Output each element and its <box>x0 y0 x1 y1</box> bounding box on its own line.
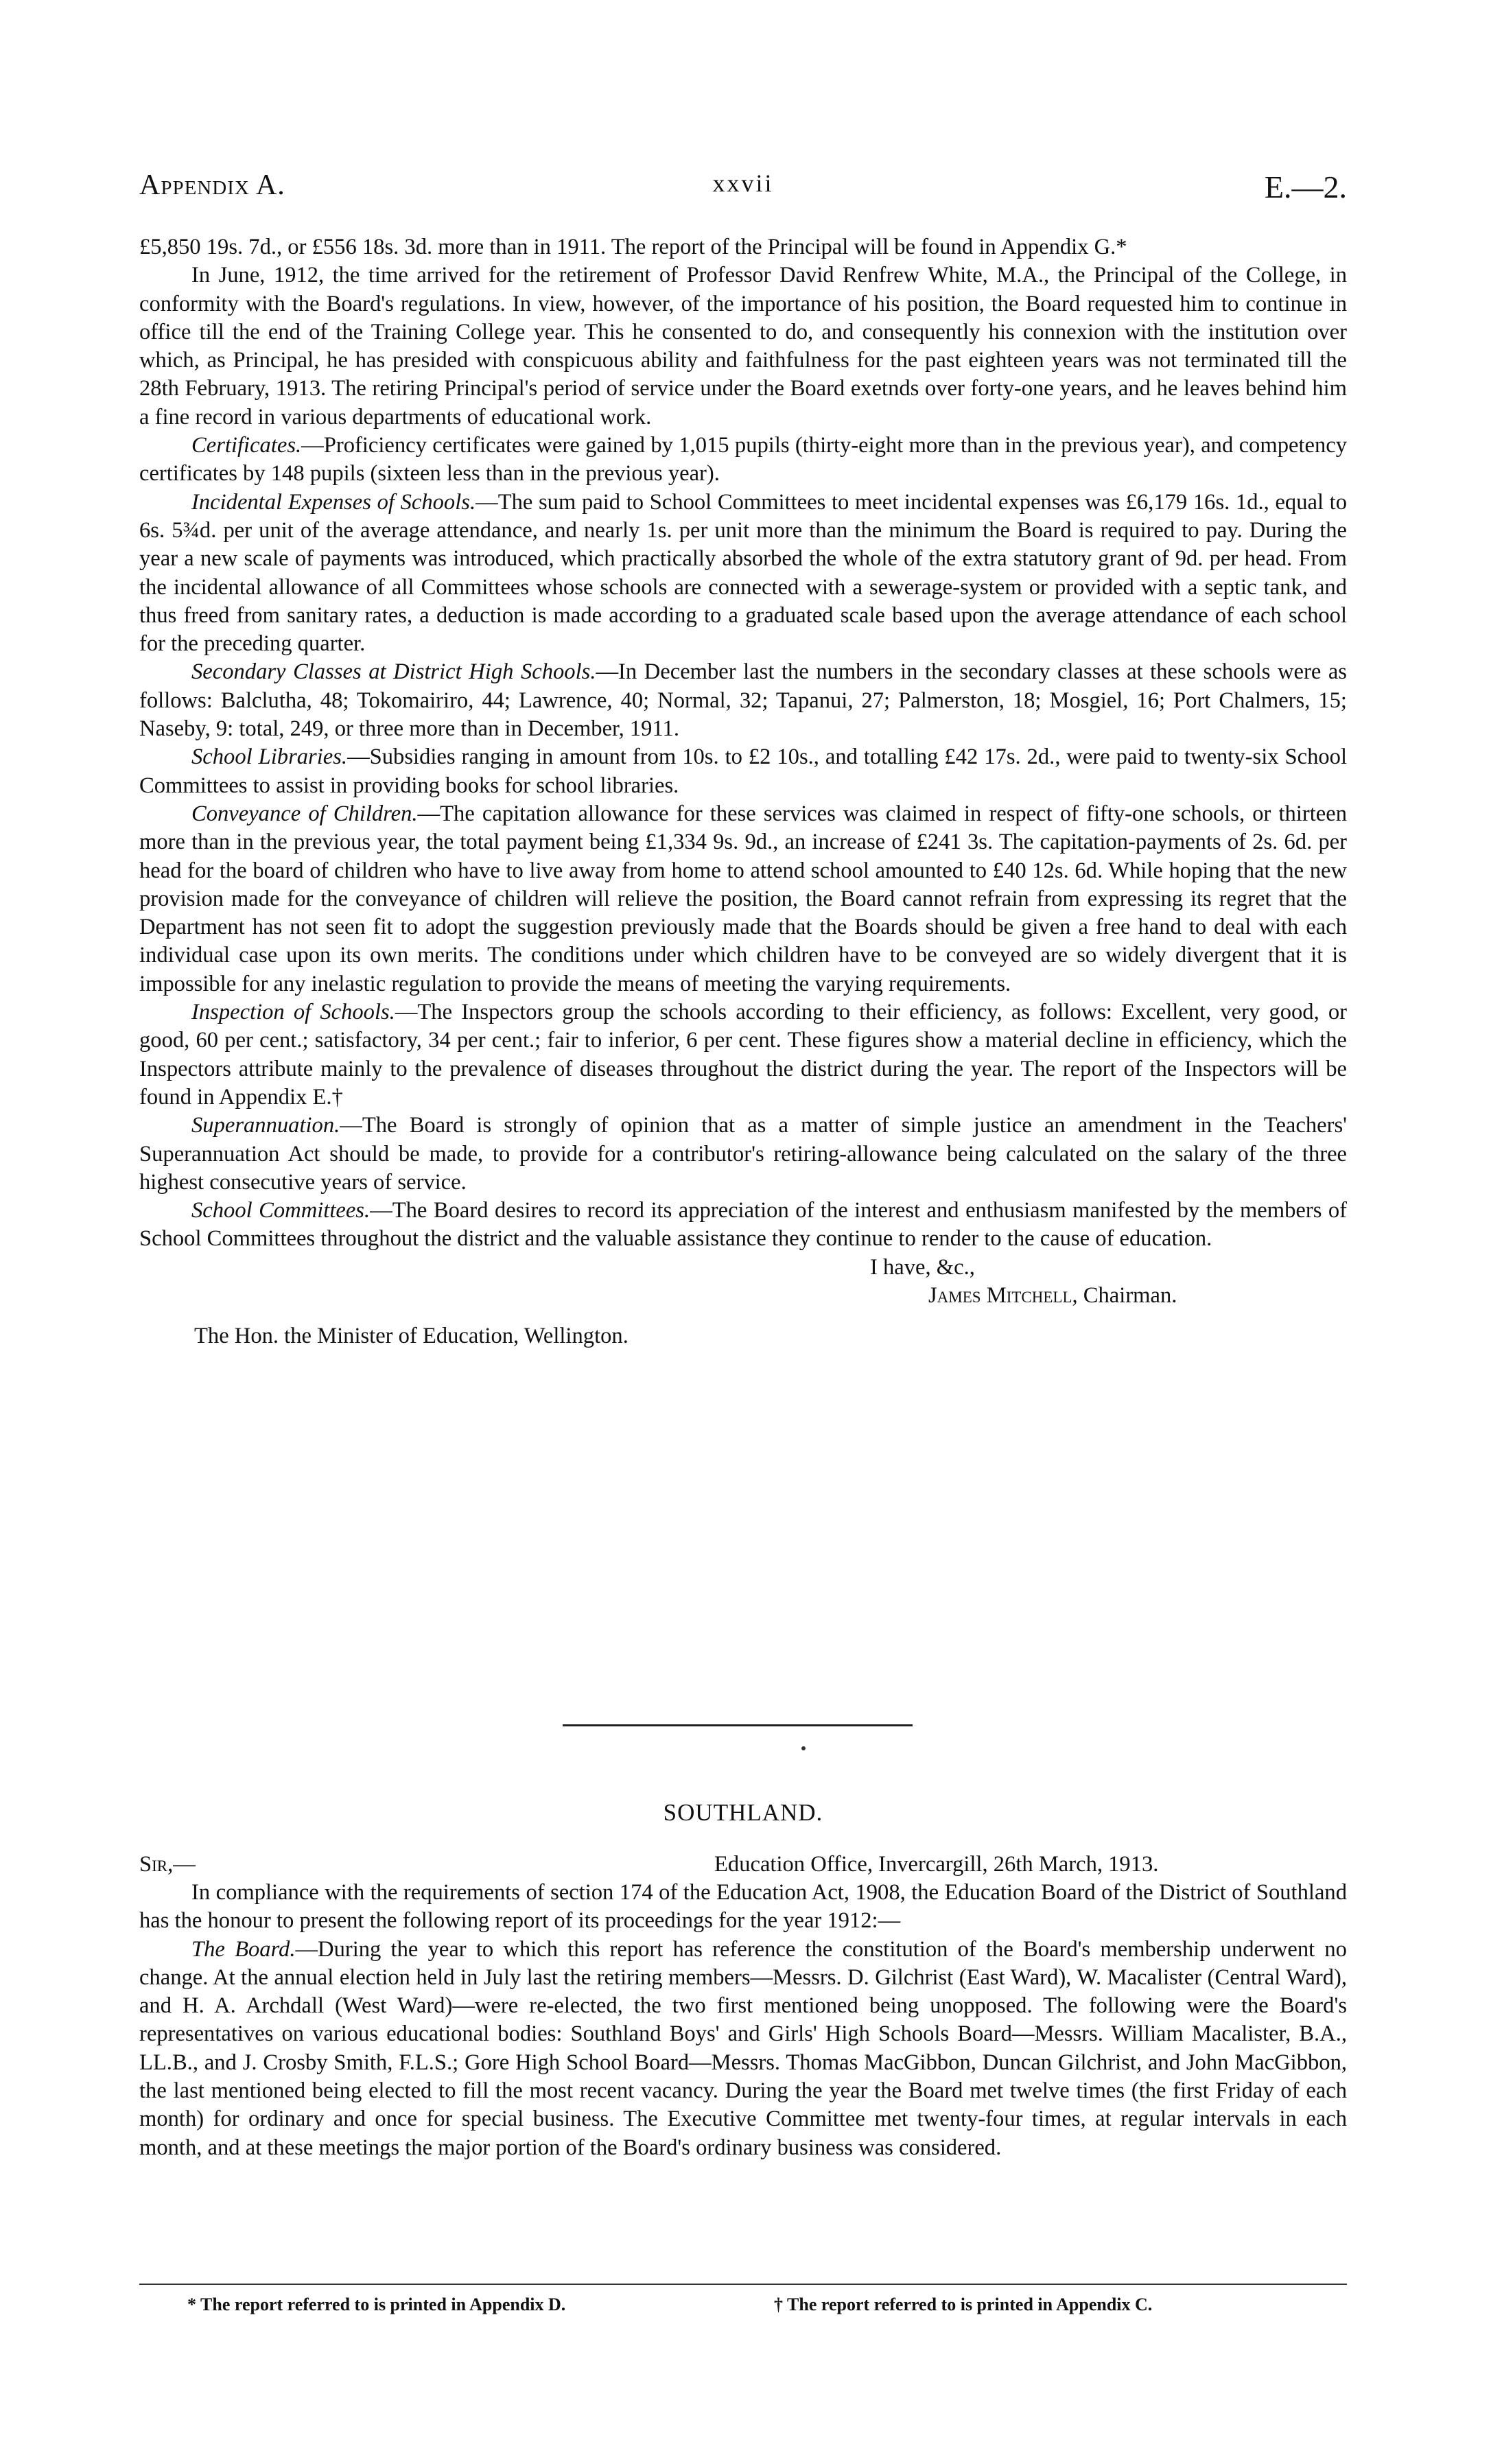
paragraph-heading: The Board. <box>191 1936 296 1962</box>
otago-report-body <box>139 233 1347 1351</box>
paragraph-conveyance <box>139 800 1347 998</box>
salutation-line <box>139 1851 1347 1879</box>
signature-line <box>139 1282 1347 1310</box>
paragraph-training-college-cost: £5,850 19s. 7d., or £556 18s. 3d. more than in 1911. The report of the Principal will be found in Appendix G.* <box>139 235 1127 259</box>
paragraph-the-board <box>139 1936 1347 2162</box>
southland-report-body <box>139 1851 1347 2162</box>
signatory-title: , Chairman. <box>1072 1282 1177 1308</box>
paragraph-secondary-classes <box>139 658 1347 743</box>
footnote-divider <box>139 2284 1347 2285</box>
paragraph-heading: Certificates. <box>191 433 302 458</box>
paragraph-text: —Proficiency certificates were gained by 1,015 pupils (thirty-eight more than in the previous year), and competency certificates by 148 pupils (sixteen less than in the previous year). <box>139 433 1347 486</box>
paragraph-heading: Secondary Classes at District High Schools. <box>191 659 596 685</box>
paragraph-text: —During the year to which this report has reference the constitution of the Board's membership underwent no change. At the annual election held in July last the retiring members—Messrs. D. Gilchrist (East Ward), W. Macalister (Central Ward), and H. A. Archdall (West Ward)—were re-elected, the two first mentioned being unopposed. The following were the Board's representatives on various educational bodies: Southland Boys' and Girls' High Schools Board—Messrs. William Macalister, B.A., LL.B., and J. Crosby Smith, F.L.S.; Gore High School Board—Messrs. Thomas MacGibbon, Duncan Gilchrist, and John MacGibbon, the last mentioned being elected to fill the most recent vacancy. During the year the Board met twelve times (the first Friday of each month) for ordinary and once for special business. The Executive Committee met twenty-four times, at regular intervals in each month, and at these meetings the major portion of the Board's ordinary business was considered. <box>139 1936 1347 2160</box>
section-title: SOUTHLAND. <box>663 1799 823 1826</box>
paragraph-inspection <box>139 998 1347 1112</box>
salutation: Sir,— <box>139 1852 196 1877</box>
paragraph-text: —The sum paid to School Committees to meet incidental expenses was £6,179 16s. 1d., equal to 6s. 5¾d. per unit of the average attendance, and nearly 1s. per unit more than the minimum the Board is required to pay. During the year a new scale of payments was introduced, which practically absorbed the whole of the extra statutory grant of 9d. per head. From the incidental allowance of all Committees whose schools are connected with a sewerage-system or provided with a septic tank, and thus freed from sanitary rates, a deduction is made according to a graduated scale based upon the average attendance of each school for the preceding quarter. <box>139 489 1348 657</box>
paragraph-text: —The Board desires to record its appreciation of the interest and enthusiasm manifested by the members of School Committees throughout the district and the valuable assistance they continue to render to the cause of education. <box>139 1198 1348 1252</box>
section-divider <box>563 1724 913 1726</box>
paragraph-school-committees <box>139 1197 1347 1254</box>
paragraph-text: —In December last the numbers in the secondary classes at these schools were as follows: Balclutha, 48; Tokomairiro, 44; Lawrence, 40; Normal, 32; Tapanui, 27; Palmerston, 18; Mosgiel, 16; Port Chalmers, 15; Naseby, 9: total, 249, or three more than in December, 1911. <box>139 659 1347 742</box>
footnote-dagger: † The report referred to is printed in Appendix C. <box>774 2295 1153 2314</box>
divider-dot <box>801 1746 806 1750</box>
paragraph-heading: School Libraries. <box>191 744 348 770</box>
paragraph-heading: Inspection of Schools. <box>191 1000 395 1025</box>
paragraph-text: —The Inspectors group the schools according to their efficiency, as follows: Excellent, very good, or good, 60 per cent.; satisfactory, 34 per cent.; fair to inferior, 6 per cent. These figures show a material decline in efficiency, which the Inspectors attribute mainly to the prevalence of diseases throughout the district during the year. The report of the Inspectors will be found in Appendix E.† <box>139 1000 1348 1110</box>
paragraph-certificates <box>139 432 1347 489</box>
paragraph-heading: Superannuation. <box>191 1113 340 1138</box>
signatory-name: James Mitchell <box>928 1282 1072 1308</box>
paragraph-text: —The Board is strongly of opinion that as a matter of simple justice an amendment in the Teachers' Superannuation Act should be made, to provide for a contributor's retiring-allowance being calculated on the salary of the three highest consecutive years of service. <box>139 1113 1347 1195</box>
addressee: The Hon. the Minister of Education, Wellington. <box>194 1324 629 1349</box>
paragraph-school-libraries <box>139 743 1347 800</box>
paragraph-superannuation <box>139 1112 1347 1197</box>
appendix-label: Appendix A. <box>139 169 285 201</box>
office-date-line: Education Office, Invercargill, 26th March, 1913. <box>714 1852 1159 1877</box>
paragraph-principal-retirement: In June, 1912, the time arrived for the retirement of Professor David Renfrew White, M.A., the Principal of the College, in conformity with the Board's regulations. In view, however, of the importance of his position, the Board requested him to continue in office till the end of the Training College year. This he consented to do, and consequently his connexion with the institution over which, as Principal, he has presided with conspicuous ability and faithfulness for the past eighteen years was not terminated till the 28th February, 1913. The retiring Principal's period of service under the Board exetnds over forty-one years, and he leaves behind him a fine record in various departments of educational work. <box>139 263 1347 430</box>
footnote-star: * The report referred to is printed in Appendix D. <box>187 2295 566 2314</box>
paragraph-incidental-expenses <box>139 489 1347 659</box>
paragraph-heading: Incidental Expenses of Schools. <box>191 489 476 515</box>
page-header <box>139 169 1347 210</box>
signoff-have: I have, &c., <box>870 1254 975 1280</box>
page-number: xxvii <box>712 169 774 197</box>
document-code: E.—2. <box>1264 169 1347 204</box>
paragraph-compliance: In compliance with the requirements of section 174 of the Education Act, 1908, the Education Board of the District of Southland has the honour to present the following report of its proceedings for the year 1912:— <box>139 1880 1347 1934</box>
paragraph-heading: School Committees. <box>191 1198 371 1223</box>
paragraph-text: —Subsidies ranging in amount from 10s. to £2 10s., and totalling £42 17s. 2d., were paid to twenty-six School Committees to assist in providing books for school libraries. <box>139 744 1347 798</box>
paragraph-heading: Conveyance of Children. <box>191 801 418 826</box>
paragraph-text: —The capitation allowance for these services was claimed in respect of fifty-one schools, or thirteen more than in the previous year, the total payment being £1,334 9s. 9d., an increase of £241 3s. The capitation-payments of 2s. 6d. per head for the board of children who have to live away from home to attend school amounted to £40 12s. 6d. While hoping that the new provision made for the conveyance of children will relieve the position, the Board cannot refrain from expressing its regret that the Department has not seen fit to adopt the suggestion previously made that the Boards should be given a free hand to deal with each individual case upon its own merits. The conditions under which children have to be conveyed are so widely divergent that it is impossible for any inelastic regulation to provide the means of meeting the varying requirements. <box>139 801 1347 996</box>
